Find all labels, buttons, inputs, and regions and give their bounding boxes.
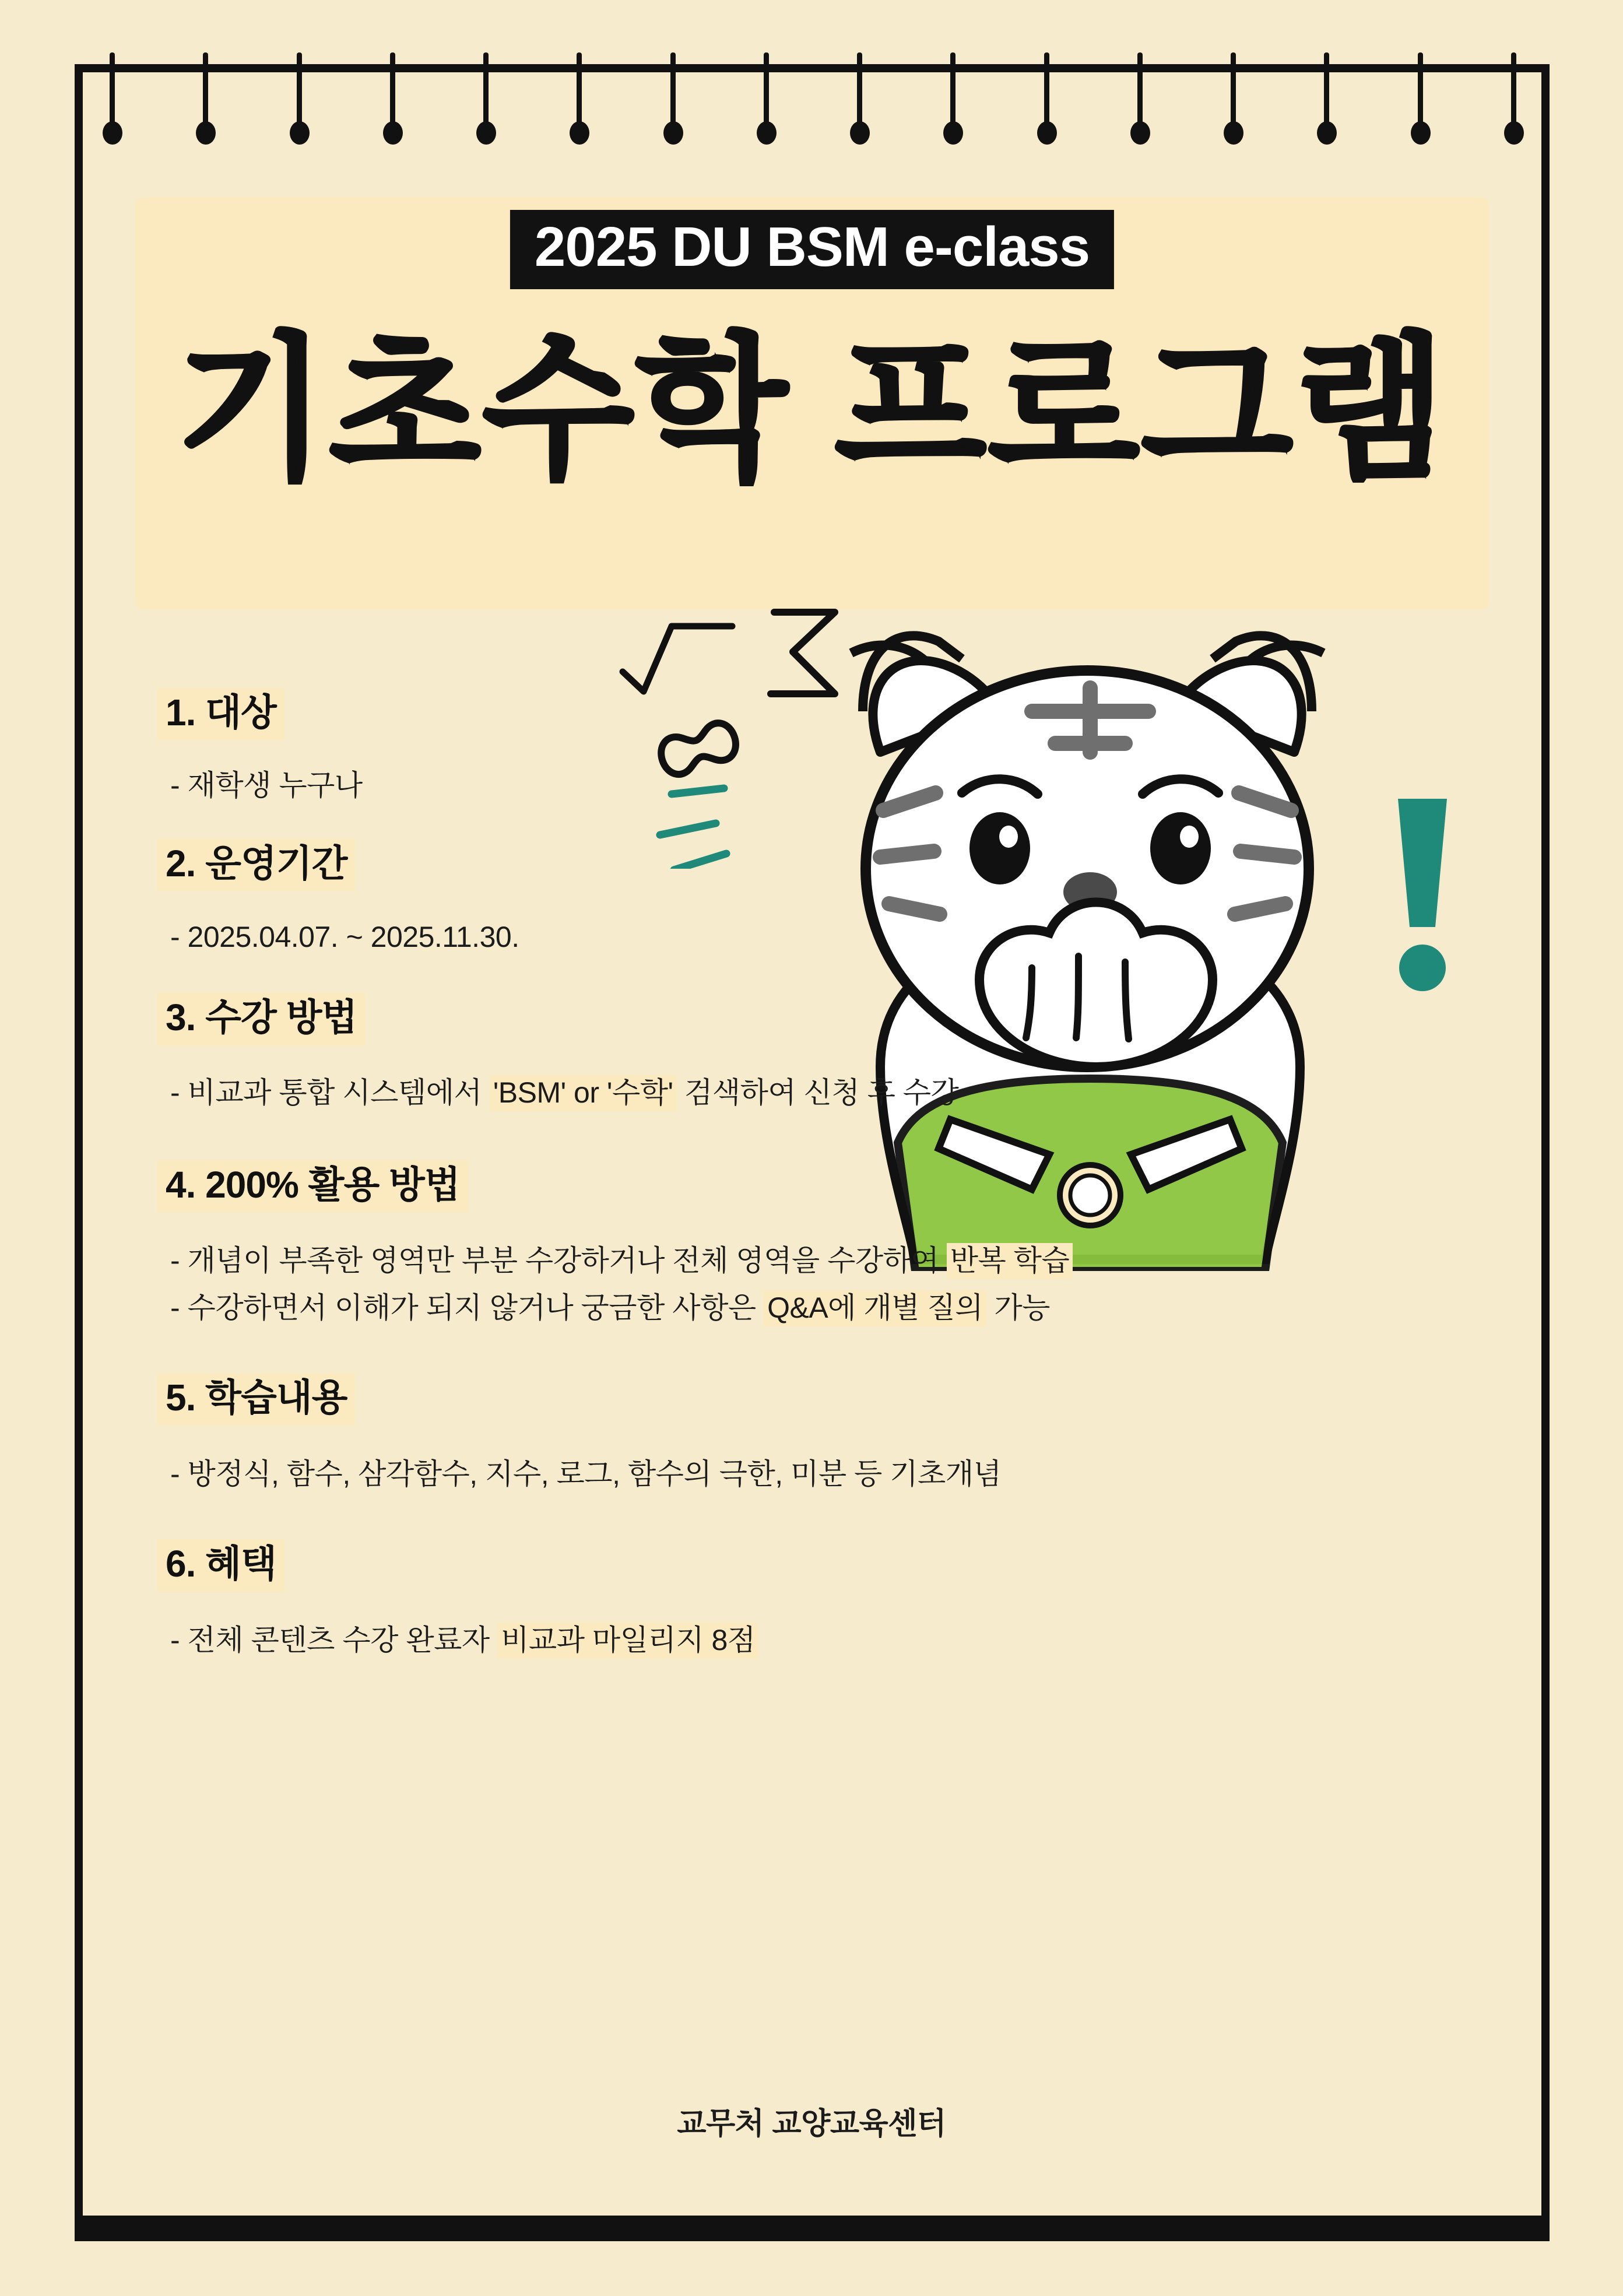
detail-section — [157, 1539, 1469, 1662]
line-text: - 2025.04.07. ~ 2025.11.30. — [170, 921, 519, 954]
section-body-line — [170, 1071, 1469, 1115]
line-highlight: Q&A에 개별 질의 — [764, 1290, 986, 1326]
section-body-line — [170, 764, 1469, 808]
page-title: 기초수학 프로그램 — [176, 322, 1448, 497]
program-eyebrow: 2025 DU BSM e-class — [510, 210, 1114, 289]
line-text: - 개념이 부족한 영역만 부분 수강하거나 전체 영역을 수강하여 — [170, 1244, 947, 1277]
line-text: - 전체 콘텐츠 수강 완료자 — [170, 1623, 498, 1656]
footer-organization: 교무처 교양교육센터 — [677, 2107, 946, 2141]
line-text: - 수강하면서 이해가 되지 않거나 궁금한 사항은 — [170, 1291, 764, 1325]
section-body-line — [170, 915, 1469, 959]
section-heading: 1. 대상 — [157, 688, 284, 740]
section-body — [170, 1239, 1469, 1330]
section-body-line — [170, 1619, 1469, 1662]
section-heading: 6. 혜택 — [157, 1539, 284, 1592]
section-body — [170, 915, 1469, 959]
section-body-line — [170, 1239, 1469, 1283]
title-card — [135, 197, 1489, 610]
detail-section — [157, 993, 1469, 1115]
detail-section — [157, 839, 1469, 960]
line-text: - 비교과 통합 시스템에서 — [170, 1076, 490, 1109]
line-highlight: 'BSM' or '수학' — [490, 1075, 677, 1111]
line-text: - 재학생 누구나 — [170, 768, 363, 802]
program-details — [157, 688, 1469, 1674]
section-heading: 3. 수강 방법 — [157, 993, 365, 1045]
section-heading: 5. 학습내용 — [157, 1373, 355, 1426]
section-heading: 4. 200% 활용 방법 — [157, 1160, 468, 1213]
detail-section — [157, 1373, 1469, 1496]
line-highlight: 반복 학습 — [947, 1243, 1073, 1279]
detail-section — [157, 1160, 1469, 1330]
line-text-tail: 가능 — [986, 1291, 1050, 1325]
line-text: - 방정식, 함수, 삼각함수, 지수, 로그, 함수의 극한, 미분 등 기초개념 — [170, 1457, 1002, 1490]
section-heading: 2. 운영기간 — [157, 839, 355, 891]
line-text-tail: 검색하여 신청 후 수강 — [676, 1076, 959, 1109]
detail-section — [157, 688, 1469, 808]
line-highlight: 비교과 마일리지 8점 — [497, 1623, 759, 1659]
section-body — [170, 1619, 1469, 1662]
section-body — [170, 764, 1469, 808]
section-body — [170, 1071, 1469, 1115]
poster-frame-bottom-bar — [75, 2216, 1550, 2241]
section-body-line — [170, 1286, 1469, 1330]
section-body — [170, 1452, 1469, 1496]
section-body-line — [170, 1452, 1469, 1496]
